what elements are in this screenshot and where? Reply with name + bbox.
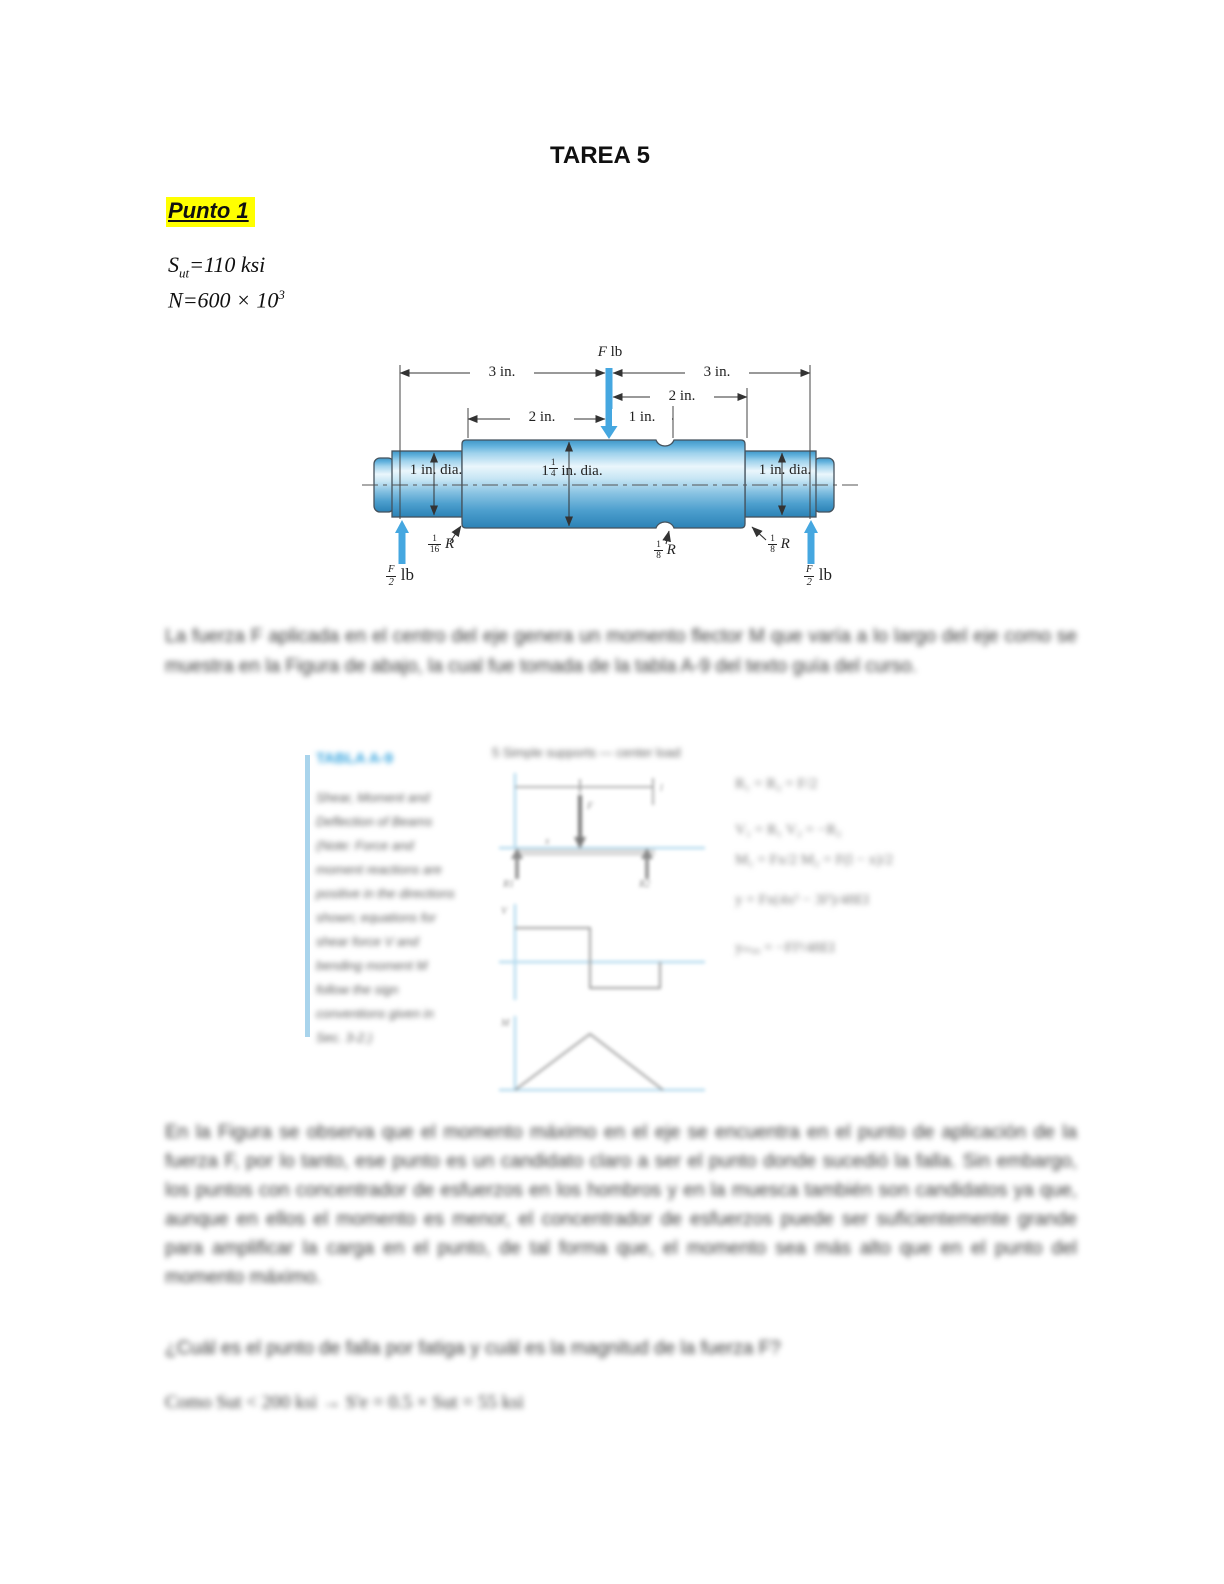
dim-2in-right: 2 in. bbox=[650, 388, 714, 405]
shaft-right-segment bbox=[745, 451, 816, 517]
reaction-arrow-left bbox=[395, 520, 409, 564]
fillet-label-right: $\frac{1}{8}$ R bbox=[770, 534, 790, 556]
shear-diagram bbox=[495, 900, 710, 1008]
dim-2in-left: 2 in. bbox=[510, 409, 574, 426]
dim-3in-left: 3 in. bbox=[470, 364, 534, 381]
shaft-left-segment bbox=[392, 451, 462, 517]
paragraph-analysis: En la Figura se observa que el momento máximo en el eje se encuentra en el punto de aplicación de la fuerza F, por lo tanto, ese punto es un candidato claro a ser el punto donde sucedió la falla. Sin embargo, los puntos con concentrador de esfuerzos en los hombros y en la muesca también son candidatos ya que, aunque en ellos el momento es menor, el concentrador de esfuerzos puede ser suficientemente grande para amplificar la carga en el punto, de tal forma que, el momento sea más alto que en el punto del momento máximo. bbox=[165, 1122, 1077, 1288]
svg-text:F: F bbox=[587, 801, 594, 812]
dim-1in-mid: 1 in. bbox=[612, 409, 672, 426]
svg-text:x: x bbox=[545, 836, 550, 847]
moment-diagram bbox=[495, 1012, 710, 1104]
paragraph-intro: La fuerza F aplicada en el centro del eje genera un momento flector M que varía a lo largo del eje como se muestra en la Figura de abajo, la cual fue tomada de la tabla A-9 del texto guía del curso. bbox=[165, 626, 1077, 677]
force-arrow bbox=[601, 368, 618, 439]
page-title: TAREA 5 bbox=[549, 142, 650, 169]
beam-load-diagram bbox=[495, 765, 710, 890]
formula-line: M₁ = Fx/2 M₂ = F(l − x)/2 bbox=[735, 852, 893, 868]
fillet-callout-arrows bbox=[450, 526, 766, 544]
diameter-label-center: 1 $\frac{1}{4}$ in. dia. bbox=[541, 458, 603, 480]
shaft-center-segment bbox=[462, 440, 745, 528]
figure-case-caption: 5 Simple supports — center load bbox=[492, 745, 681, 760]
reaction-arrow-right bbox=[804, 520, 818, 564]
shaft-body bbox=[374, 440, 834, 528]
diameter-label-left: 1 in. dia. bbox=[409, 462, 463, 478]
paragraph-closing: Como Sut < 200 ksi → S'e = 0.5 × Sut = 55 ksi bbox=[165, 1392, 524, 1413]
svg-text:M: M bbox=[501, 1018, 510, 1029]
svg-text:l: l bbox=[660, 783, 663, 794]
dim-3in-right: 3 in. bbox=[685, 364, 749, 381]
reaction-label-left: $\frac{F}{2}$ lb bbox=[388, 564, 414, 588]
diameter-label-right: 1 in. dia. bbox=[758, 462, 812, 478]
fillet-label-middle: $\frac{1}{8}$ R bbox=[656, 540, 676, 562]
formula-line: V₁ = R₁ V₂ = −R₂ bbox=[735, 822, 842, 838]
force-label: F lb bbox=[597, 344, 623, 360]
shaft-diagram bbox=[360, 338, 865, 603]
paragraph-question: ¿Cuál es el punto de falla por fatiga y cuál es la magnitud de la fuerza F? bbox=[165, 1338, 781, 1359]
formula-line: y = Fx(4x² − 3l²)/48EI bbox=[735, 892, 870, 908]
svg-text:R2: R2 bbox=[639, 879, 651, 890]
figure-accent-bar bbox=[305, 755, 310, 1037]
section-heading-label: Punto 1 bbox=[168, 198, 249, 223]
equation-n: $N=600 \times 10^3$ bbox=[168, 287, 285, 313]
section-heading bbox=[166, 197, 255, 227]
figure-table-title: TABLA A-9 bbox=[316, 750, 393, 767]
figure-table-description: Shear, Moment and Deflection of Beams (Note: Force and moment reactions are positive in the directions shown; equations for shear force V and bending moment M follow the sign conventions given in Sec. 3-2.) bbox=[316, 790, 455, 1045]
svg-text:V: V bbox=[501, 906, 508, 917]
svg-text:R1: R1 bbox=[503, 879, 515, 890]
figure-formulas bbox=[735, 770, 975, 1000]
equation-sut: $S_{ut}=110$ ksi bbox=[168, 252, 266, 281]
formula-line: R₁ = R₂ = F/2 bbox=[735, 776, 818, 792]
reaction-label-right: $\frac{F}{2}$ lb bbox=[806, 564, 832, 588]
fillet-label-left: $\frac{1}{16}$ R bbox=[429, 534, 455, 556]
textbook-figure bbox=[300, 742, 990, 1102]
formula-line: yₘₐₓ = −Fl³/48EI bbox=[735, 940, 836, 956]
